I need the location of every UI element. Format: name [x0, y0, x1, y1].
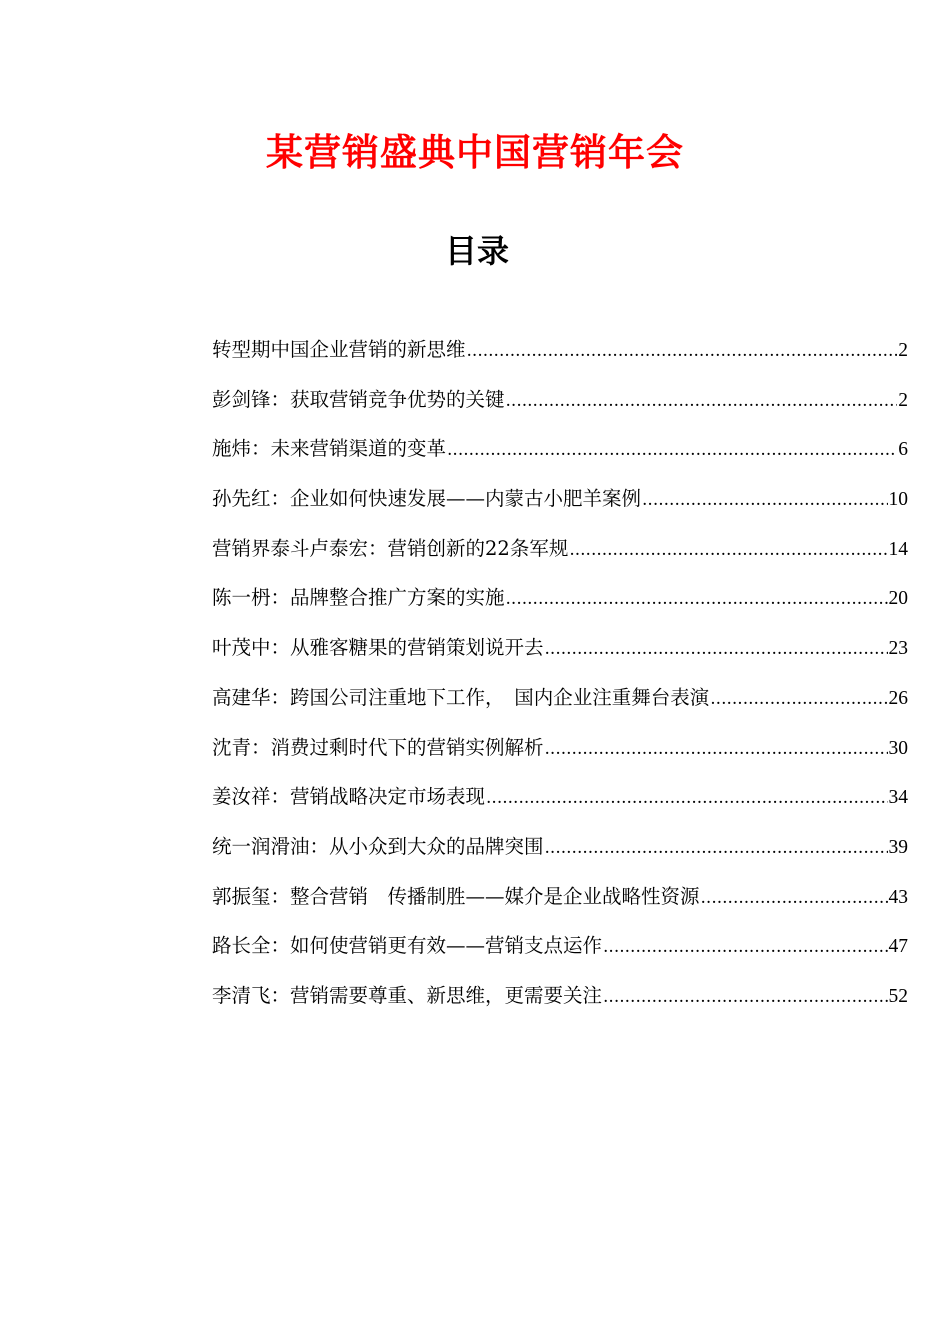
toc-entry[interactable]: [212, 580, 908, 630]
toc-dot-leader: [506, 383, 898, 419]
toc-page-number: 23: [888, 638, 908, 660]
toc-entry[interactable]: [212, 779, 908, 829]
toc-entry[interactable]: [212, 829, 908, 879]
toc-page-number: 47: [888, 936, 908, 958]
toc-page-number: 43: [888, 886, 908, 908]
toc-dot-leader: [467, 333, 898, 369]
toc-dot-leader: [545, 830, 888, 866]
toc-entry[interactable]: [212, 928, 908, 978]
toc-entry-title: 转型期中国企业营销的新思维: [212, 338, 466, 361]
toc-entry-title: 营销界泰斗卢泰宏：营销创新的22条军规: [212, 536, 569, 560]
toc-entry[interactable]: [212, 431, 908, 481]
toc-dot-leader: [545, 731, 888, 767]
toc-dot-leader: [701, 880, 888, 916]
toc-entry-title: 施炜：未来营销渠道的变革: [212, 437, 447, 461]
toc-dot-leader: [486, 780, 887, 816]
toc-entry-title: 郭振玺：整合营销 传播制胜——媒介是企业战略性资源: [212, 884, 700, 908]
toc-page-number: 30: [888, 737, 908, 759]
toc-page-number: 39: [888, 836, 908, 858]
table-of-contents: [212, 332, 908, 1028]
toc-page-number: 6: [898, 439, 908, 461]
toc-page-number: 20: [888, 588, 908, 610]
toc-dot-leader: [710, 681, 887, 717]
toc-dot-leader: [642, 482, 887, 518]
toc-dot-leader: [447, 432, 897, 468]
toc-entry[interactable]: [212, 879, 908, 929]
toc-entry[interactable]: [212, 730, 908, 780]
toc-entry[interactable]: [212, 382, 908, 432]
toc-page-number: 10: [888, 489, 908, 511]
toc-entry-title: 姜汝祥：营销战略决定市场表现: [212, 785, 486, 809]
toc-entry-title: 陈一枬：品牌整合推广方案的实施: [212, 586, 505, 610]
toc-page-number: 14: [888, 538, 908, 560]
toc-entry-title: 孙先红：企业如何快速发展——内蒙古小肥羊案例: [212, 487, 642, 511]
toc-dot-leader: [569, 532, 887, 568]
toc-dot-leader: [545, 631, 888, 667]
toc-page-number: 2: [898, 389, 908, 411]
toc-entry-title: 路长全：如何使营销更有效——营销支点运作: [212, 934, 603, 958]
toc-entry[interactable]: [212, 630, 908, 680]
toc-page-number: 52: [888, 985, 908, 1007]
toc-entry-title: 统一润滑油：从小众到大众的品牌突围: [212, 834, 544, 858]
toc-page-number: 26: [888, 687, 908, 709]
toc-entry[interactable]: [212, 332, 908, 382]
toc-page-number: 2: [898, 340, 908, 361]
toc-page-number: 34: [888, 787, 908, 809]
toc-entry-title: 李清飞：营销需要尊重、新思维，更需要关注: [212, 983, 603, 1007]
document-title: 某营销盛典中国营销年会: [266, 131, 684, 174]
toc-dot-leader: [603, 929, 887, 965]
toc-entry[interactable]: [212, 531, 908, 581]
toc-entry-title: 高建华：跨国公司注重地下工作， 国内企业注重舞台表演: [212, 685, 710, 709]
toc-entry-title: 叶茂中：从雅客糖果的营销策划说开去: [212, 636, 544, 660]
toc-entry[interactable]: [212, 680, 908, 730]
toc-entry[interactable]: [212, 978, 908, 1028]
toc-heading: 目录: [444, 232, 509, 270]
toc-entry-title: 沈青：消费过剩时代下的营销实例解析: [212, 735, 544, 759]
toc-dot-leader: [506, 581, 888, 617]
toc-entry-title: 彭剑锋：获取营销竞争优势的关键: [212, 387, 505, 411]
toc-dot-leader: [603, 979, 887, 1015]
toc-entry[interactable]: [212, 481, 908, 531]
